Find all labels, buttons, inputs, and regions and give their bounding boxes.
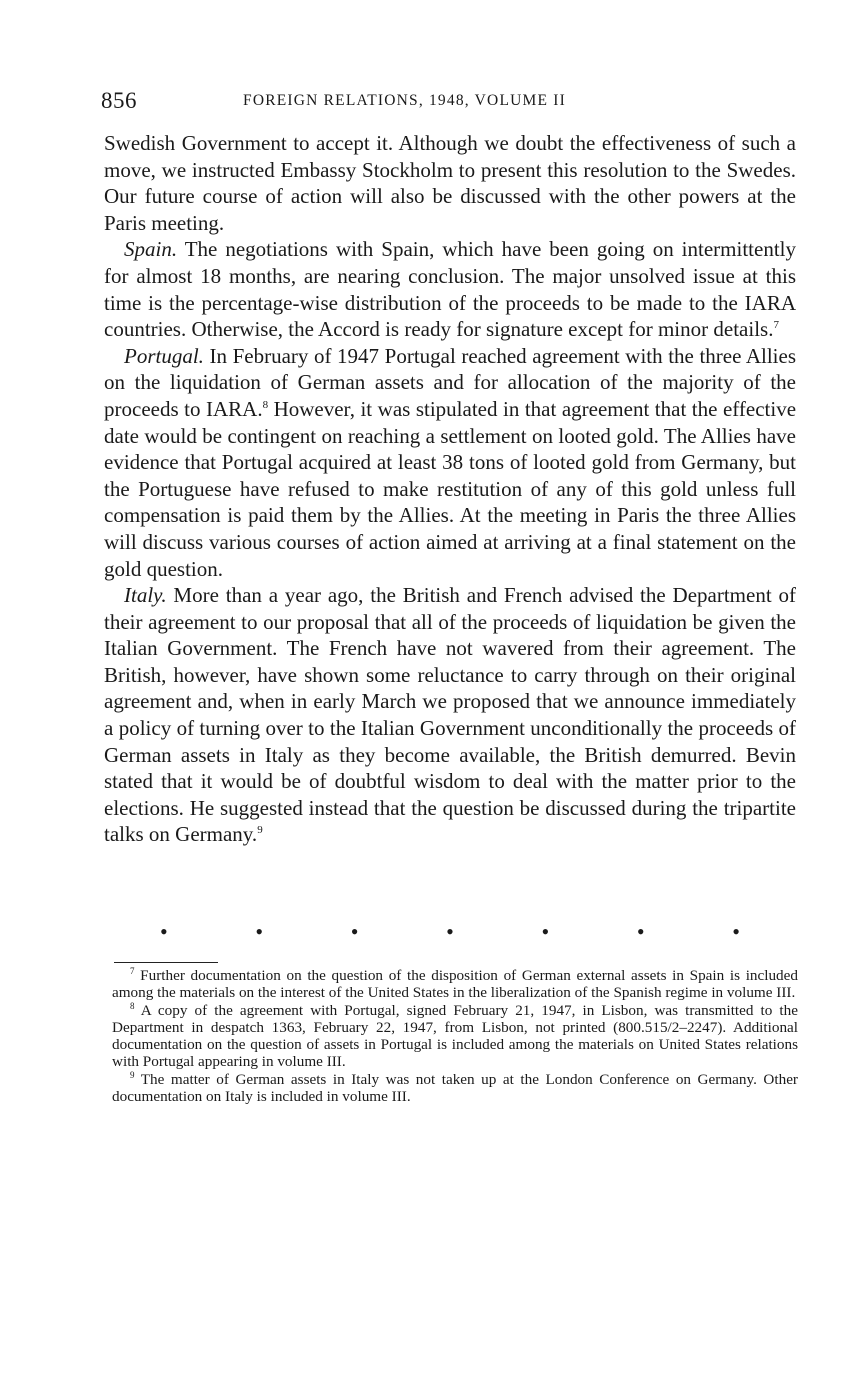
footnote-reference: 7 (773, 319, 779, 332)
footnotes (112, 967, 798, 1105)
footnote-marker: 8 (130, 1000, 135, 1011)
footnote (112, 1071, 798, 1106)
paragraph-text: However, it was stipulated in that agreement that the effective date would be contingent on reaching a settlement on looted gold. The Allies have evidence that Portugal acquired at least 38 tons of looted gold from Germany, but the Portuguese have refused to make restitution of any of this gold unless full compensation is paid them by the Allies. At the meeting in Paris the three Allies will discuss various courses of action aimed at arriving at a final statement on the gold question. (104, 396, 797, 581)
omission-dot: • (160, 919, 168, 944)
paragraph-portugal (104, 343, 796, 582)
footnote-divider (114, 962, 218, 963)
footnote-text: Further documentation on the question of the disposition of German external assets in Spain is included among the materials on the interest of the United States in the liberalization of the Spanish regime in volume III. (112, 967, 798, 1002)
paragraph-lead-spain: Spain. (124, 237, 178, 262)
footnote (112, 1002, 798, 1071)
footnote-marker: 7 (130, 965, 135, 976)
running-title: FOREIGN RELATIONS, 1948, VOLUME II (243, 92, 566, 109)
paragraph-continued (104, 130, 796, 236)
omission-dot: • (350, 919, 359, 944)
paragraph-lead-portugal: Portugal. (124, 343, 204, 368)
paragraph-text: The negotiations with Spain, which have been going on intermittently for almost 18 months, are nearing conclusion. The major unsolved issue at this time is the percentage-wise distribution of the proceeds to be made to the IARA countries. Otherwise, the Accord is ready for signature except for minor details. (104, 237, 796, 342)
omission-dot: • (255, 919, 264, 944)
footnote-text: A copy of the agreement with Portugal, signed February 21, 1947, in Lisbon, was transmitted to the Department in despatch 1363, February 22, 1947, from Lisbon, not printed (800.515/2–2247). Additional documentation on the question of assets in Portugal is included among the materials on United States relations with Portugal appearing in volume III. (112, 1001, 798, 1071)
omission-dot: • (446, 919, 454, 944)
paragraph-text: In February of 1947 Portugal reached agreement with the three Allies on the liquidation of German assets and for allocation of the majority of the proceeds to IARA. (104, 343, 796, 421)
paragraph-lead-italy: Italy. (124, 583, 167, 608)
footnote-text: The matter of German assets in Italy was not taken up at the London Conference on Germany. Other documentation on Italy is included in volume III. (112, 1070, 798, 1106)
footnote-reference: 8 (262, 398, 269, 411)
omission-dot: • (541, 919, 550, 944)
omission-marks (104, 919, 796, 944)
paragraph-italy (104, 582, 796, 848)
paragraph-spain (104, 236, 796, 342)
paragraph-text: More than a year ago, the British and French advised the Department of their agreement to our proposal that all of the proceeds of liquidation be given the Italian Government. The French have not wavered from their agreement. The British, however, have shown some reluctance to carry through on their original agreement and, when in early March we proposed that we announce immediately a policy of turning over to the Italian Government unconditionally the proceeds of German assets in Italy as they become available, the British demurred. Bevin stated that it would be of doubtful wisdom to deal with the matter prior to the elections. He suggested instead that the question be discussed during the tripartite talks on Germany. (104, 583, 796, 847)
page-number: 856 (101, 88, 137, 113)
footnote (112, 967, 798, 1002)
omission-dot: • (732, 919, 740, 944)
omission-dot: • (636, 919, 645, 944)
paragraph-text: Swedish Government to accept it. Although we doubt the effectiveness of such a move, we instructed Embassy Stockholm to present this resolution to the Swedes. Our future course of action will also be discussed with the other powers at the Paris meeting. (104, 131, 796, 235)
body-text (104, 130, 796, 848)
footnote-reference: 9 (257, 824, 263, 837)
running-head (101, 88, 801, 116)
footnote-marker: 9 (130, 1069, 135, 1080)
